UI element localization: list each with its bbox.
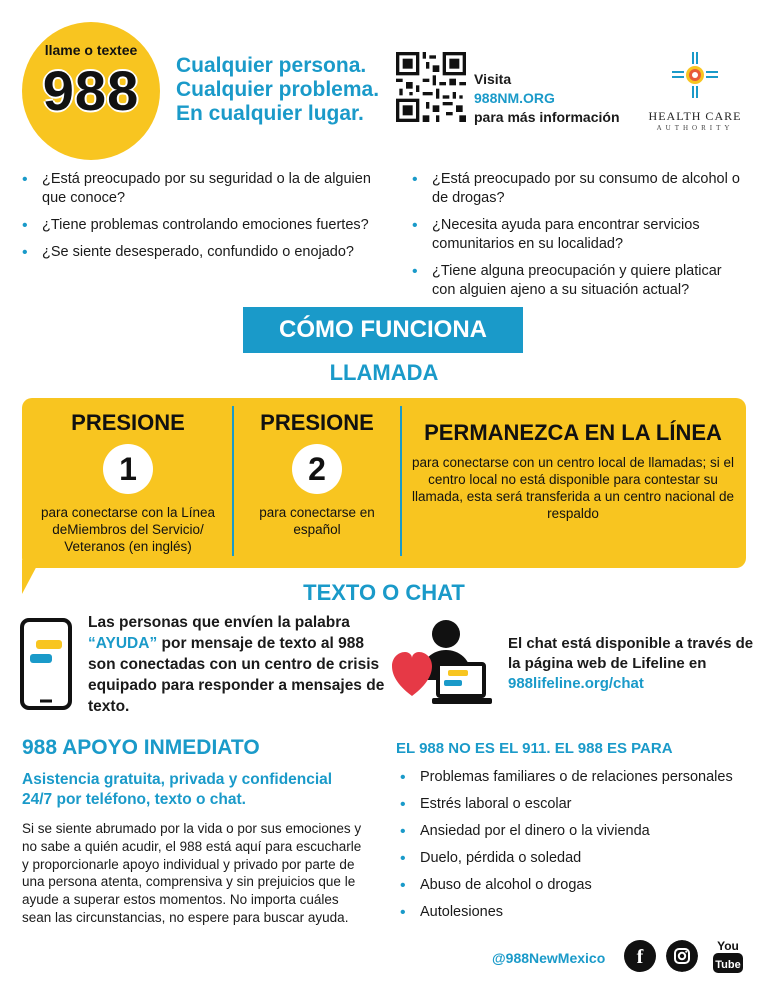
text-chat-section-title: TEXTO O CHAT xyxy=(303,580,465,605)
immediate-support-body: Si se siente abrumado por la vida o por sus emociones y no sabe a quién acudir, el 988 está aquí para escucharle y proporcionarle apoyo individual y privado por parte de una persona atenta, comprensiva y sin prejuicios que le ayude a superar estos momentos. No importa cuáles sean las circunstancias, no espere para buscar ayuda. xyxy=(22,821,362,925)
call-section-title: LLAMADA xyxy=(329,360,439,385)
visit-info xyxy=(474,70,620,127)
phone-icon xyxy=(20,618,72,710)
option-press-1 xyxy=(30,410,226,555)
reasons-list xyxy=(396,768,756,930)
option-stay-on-line xyxy=(408,420,738,522)
youtube-top-text: You xyxy=(717,939,739,953)
qr-code-icon[interactable] xyxy=(396,52,466,122)
chat-description xyxy=(508,634,758,694)
list-item: • Estrés laboral o escolar xyxy=(396,795,756,814)
call-or-text-label: llame o textee xyxy=(44,42,138,58)
list-item: • ¿Se siente desesperado, confundido o enojado? xyxy=(18,243,388,262)
option-heading: PRESIONE xyxy=(71,410,185,435)
social-handle[interactable]: @988NewMexico xyxy=(492,950,606,966)
sms-keyword: “AYUDA” xyxy=(88,635,158,652)
divider xyxy=(232,406,234,556)
list-item: • Autolesiones xyxy=(396,903,756,922)
facebook-icon[interactable]: f xyxy=(624,940,656,972)
sms-text-before: Las personas que envíen la palabra xyxy=(88,614,350,631)
chat-link[interactable]: 988lifeline.org/chat xyxy=(508,675,644,692)
divider xyxy=(400,406,402,556)
tagline-line-1: Cualquier persona. xyxy=(176,54,367,77)
list-item: • ¿Tiene alguna preocupación y quiere platicar con alguien ajeno a su situación actual? xyxy=(408,262,748,300)
badge-number: 988 xyxy=(42,59,140,122)
immediate-support-title: 988 APOYO INMEDIATO xyxy=(22,736,260,759)
option-description: para conectarse con un centro local de llamadas; si el centro local no está disponible para contestar su llamada, esta será transferida a un centro nacional de respaldo xyxy=(412,455,734,521)
sms-description xyxy=(88,612,388,717)
logo-line-1: HEALTH CARE xyxy=(648,109,742,123)
questions-right-list xyxy=(408,170,748,308)
list-item: • Duelo, pérdida o soledad xyxy=(396,849,756,868)
visit-label: Visita xyxy=(474,71,512,87)
option-description: para conectarse en español xyxy=(259,505,375,537)
not-911-title: EL 988 NO ES EL 911. EL 988 ES PARA xyxy=(396,740,673,757)
website-link[interactable]: 988NM.ORG xyxy=(474,90,555,106)
logo-line-2: AUTHORITY xyxy=(656,124,734,132)
tagline-line-3: En cualquier lugar. xyxy=(176,102,364,125)
option-press-2 xyxy=(238,410,396,538)
chat-text: El chat está disponible a través de la página web de Lifeline en xyxy=(508,635,754,672)
list-item: • Abuso de alcohol o drogas xyxy=(396,876,756,895)
questions-left-list xyxy=(18,170,388,270)
instagram-icon[interactable] xyxy=(666,940,698,972)
option-number-2: 2 xyxy=(292,444,342,494)
list-item: • ¿Está preocupado por su seguridad o la de alguien que conoce? xyxy=(18,170,388,208)
list-item: • ¿Está preocupado por su consumo de alcohol o de drogas? xyxy=(408,170,748,208)
sms-text-after: por mensaje de texto al 988 son conectadas con un centro de crisis equipado para responder a mensajes de texto. xyxy=(88,635,385,715)
tagline-line-2: Cualquier problema. xyxy=(176,78,380,101)
option-heading: PERMANEZCA EN LA LÍNEA xyxy=(424,420,722,445)
how-it-works-heading: CÓMO FUNCIONA xyxy=(243,307,523,353)
chat-laptop-icon xyxy=(392,618,496,710)
tagline xyxy=(176,54,379,126)
list-item: • Ansiedad por el dinero o la vivienda xyxy=(396,822,756,841)
visit-more-label: para más información xyxy=(474,109,620,125)
list-item: • ¿Necesita ayuda para encontrar servicios comunitarios en su localidad? xyxy=(408,216,748,254)
option-number-1: 1 xyxy=(103,444,153,494)
option-heading: PRESIONE xyxy=(260,410,374,435)
health-care-authority-logo xyxy=(640,50,750,130)
list-item: • ¿Tiene problemas controlando emociones fuertes? xyxy=(18,216,388,235)
immediate-support-subtitle: Asistencia gratuita, privada y confidencial 24/7 por teléfono, texto o chat. xyxy=(22,771,333,808)
option-description: para conectarse con la Línea deMiembros del Servicio/ Veteranos (en inglés) xyxy=(40,505,216,554)
youtube-icon[interactable] xyxy=(712,938,744,974)
list-item: • Problemas familiares o de relaciones personales xyxy=(396,768,756,787)
youtube-bottom-text: Tube xyxy=(715,959,741,971)
zia-sun-icon xyxy=(667,50,723,102)
call-988-badge xyxy=(22,22,160,160)
